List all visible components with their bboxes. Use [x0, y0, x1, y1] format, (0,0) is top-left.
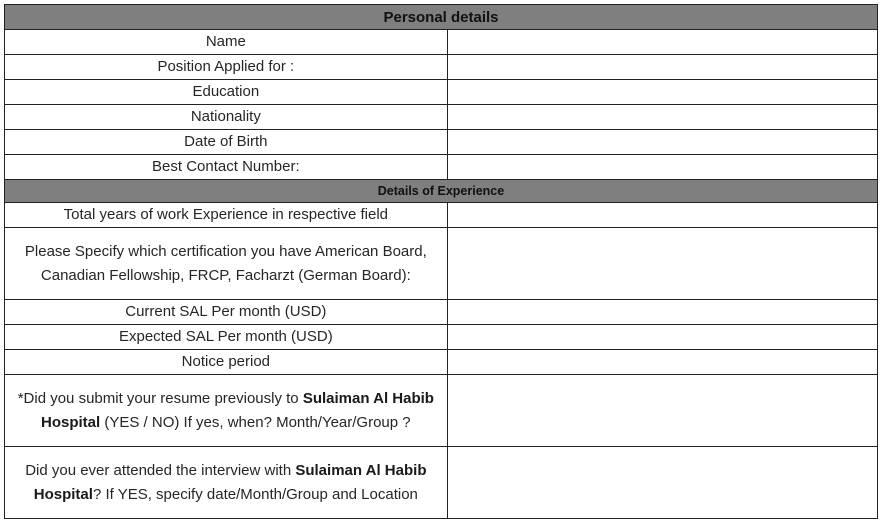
- certification-label: Please Specify which certification you have American Board, Canadian Fellowship, FRCP, Facharzt (German Board):: [5, 228, 448, 300]
- expected-sal-row: [5, 325, 878, 350]
- certification-field[interactable]: [447, 228, 877, 300]
- contact-row: [5, 155, 878, 180]
- experience-header-row: [5, 180, 878, 203]
- nationality-row: [5, 105, 878, 130]
- nationality-label: Nationality: [5, 105, 448, 130]
- contact-label: Best Contact Number:: [5, 155, 448, 180]
- name-row: [5, 30, 878, 55]
- interview-question-label: [5, 447, 448, 519]
- total-years-row: [5, 203, 878, 228]
- resume-question-row: [5, 375, 878, 447]
- notice-label: Notice period: [5, 350, 448, 375]
- interview-question-hospital: Sulaiman Al Habib Hospital: [33, 461, 427, 503]
- total-years-field[interactable]: [447, 203, 877, 228]
- dob-label: Date of Birth: [5, 130, 448, 155]
- interview-question-field[interactable]: [447, 447, 877, 519]
- notice-row: [5, 350, 878, 375]
- resume-question-prefix: *Did you submit your resume previously to: [17, 389, 303, 407]
- education-field[interactable]: [447, 80, 877, 105]
- experience-header: Details of Experience: [5, 180, 878, 203]
- education-label: Education: [5, 80, 448, 105]
- interview-question-suffix: ? If YES, specify date/Month/Group and Location: [92, 485, 418, 503]
- resume-question-field[interactable]: [447, 375, 877, 447]
- dob-row: [5, 130, 878, 155]
- notice-field[interactable]: [447, 350, 877, 375]
- resume-question-suffix: (YES / NO) If yes, when? Month/Year/Group ?: [100, 413, 411, 431]
- current-sal-field[interactable]: [447, 300, 877, 325]
- total-years-label: Total years of work Experience in respective field: [5, 203, 448, 228]
- resume-question-hospital: Sulaiman Al Habib Hospital: [41, 389, 434, 431]
- expected-sal-label: Expected SAL Per month (USD): [5, 325, 448, 350]
- personal-details-header: Personal details: [5, 5, 878, 30]
- current-sal-row: [5, 300, 878, 325]
- certification-row: [5, 228, 878, 300]
- nationality-field[interactable]: [447, 105, 877, 130]
- interview-question-row: [5, 447, 878, 519]
- education-row: [5, 80, 878, 105]
- dob-field[interactable]: [447, 130, 877, 155]
- position-label: Position Applied for :: [5, 55, 448, 80]
- application-form-table: [4, 4, 878, 519]
- expected-sal-field[interactable]: [447, 325, 877, 350]
- name-field[interactable]: [447, 30, 877, 55]
- name-label: Name: [5, 30, 448, 55]
- personal-details-header-row: [5, 5, 878, 30]
- position-field[interactable]: [447, 55, 877, 80]
- resume-question-label: [5, 375, 448, 447]
- interview-question-prefix: Did you ever attended the interview with: [25, 461, 296, 479]
- contact-field[interactable]: [447, 155, 877, 180]
- current-sal-label: Current SAL Per month (USD): [5, 300, 448, 325]
- position-row: [5, 55, 878, 80]
